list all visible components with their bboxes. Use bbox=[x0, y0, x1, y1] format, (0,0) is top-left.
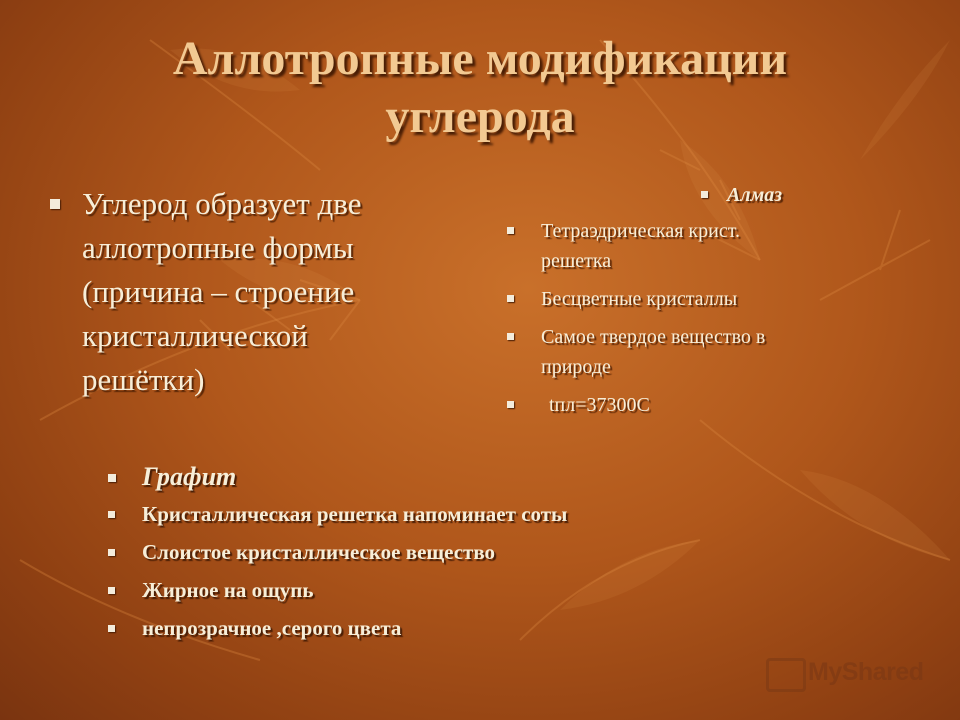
diamond-item-text: Самое твердое вещество в bbox=[541, 326, 766, 348]
watermark-logo-icon bbox=[766, 658, 806, 692]
square-bullet-icon bbox=[701, 191, 708, 198]
graphite-heading-text: Графит bbox=[142, 462, 237, 491]
diamond-heading bbox=[505, 180, 865, 210]
diamond-item-text: решетка bbox=[541, 250, 612, 272]
diamond-item-text: Тетраэдрическая крист. bbox=[541, 220, 740, 242]
diamond-item-text: природе bbox=[541, 356, 611, 378]
graphite-item bbox=[104, 500, 864, 528]
intro-bullet bbox=[44, 182, 454, 402]
square-bullet-icon bbox=[108, 625, 115, 632]
graphite-item bbox=[104, 576, 864, 604]
title-line-1: Аллотропные модификации bbox=[172, 32, 788, 85]
title-line-2: углерода bbox=[385, 90, 575, 143]
square-bullet-icon bbox=[108, 474, 116, 482]
intro-line: Углерод образует две bbox=[82, 186, 362, 221]
square-bullet-icon bbox=[507, 227, 514, 234]
diamond-heading-text: Алмаз bbox=[727, 184, 783, 206]
intro-line: решётки) bbox=[82, 362, 205, 397]
slide-title bbox=[80, 30, 880, 146]
watermark-text: MyShared bbox=[808, 658, 924, 686]
square-bullet-icon bbox=[507, 401, 514, 408]
square-bullet-icon bbox=[108, 549, 115, 556]
graphite-item-text: Кристаллическая решетка напоминает соты bbox=[142, 502, 568, 526]
square-bullet-icon bbox=[108, 587, 115, 594]
graphite-item-text: Слоистое кристаллическое вещество bbox=[142, 540, 496, 564]
square-bullet-icon bbox=[507, 295, 514, 302]
intro-line: кристаллической bbox=[82, 318, 308, 353]
diamond-item-text: Бесцветные кристаллы bbox=[541, 288, 738, 310]
diamond-item bbox=[505, 322, 865, 382]
diamond-item bbox=[505, 216, 865, 276]
intro-line: аллотропные формы bbox=[82, 230, 354, 265]
square-bullet-icon bbox=[50, 199, 60, 209]
graphite-list bbox=[104, 460, 864, 652]
intro-text bbox=[44, 182, 454, 402]
diamond-list bbox=[505, 180, 865, 428]
diamond-item-text: tпл=37300С bbox=[549, 394, 650, 416]
graphite-item-text: непрозрачное ,серого цвета bbox=[142, 616, 402, 640]
graphite-heading bbox=[104, 460, 864, 494]
diamond-item bbox=[505, 284, 865, 314]
diamond-item bbox=[505, 390, 865, 420]
intro-line: (причина – строение bbox=[82, 274, 355, 309]
graphite-item-text: Жирное на ощупь bbox=[142, 578, 314, 602]
graphite-item bbox=[104, 614, 864, 642]
square-bullet-icon bbox=[108, 511, 115, 518]
graphite-item bbox=[104, 538, 864, 566]
square-bullet-icon bbox=[507, 333, 514, 340]
